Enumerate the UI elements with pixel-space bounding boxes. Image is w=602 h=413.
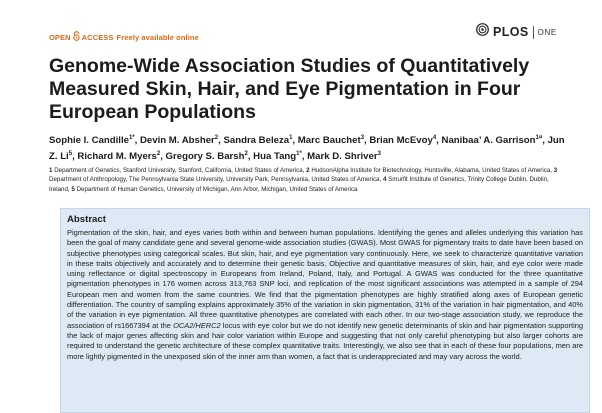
author-affiliation-marker: 1*	[296, 151, 302, 157]
author-name[interactable]: Marc Bauchet	[297, 135, 361, 146]
affiliation-text: Department of Genetics, Stanford University, Stanford, California, United States of America,	[54, 167, 305, 174]
abstract-text-part2: locus with eye color but we do not identify new genetic determinants of skin and hair pigmentation supporting the lack of major genes affecting skin and hair color variation within Europe and suggesting that not only careful phenotyping but also larger cohorts are required to understand the genetic architecture of these complex quantitative traits. Interestingly, we also see that in each of these four populations, men are more lightly pigmented in the unexposed skin of the inner arm than women, a fact that is underappreciated and may vary across the world.	[67, 320, 583, 361]
affiliation-number: 1	[49, 167, 53, 174]
author-affiliation-marker: 1*	[128, 135, 135, 141]
author-affiliation-marker: 2	[214, 135, 219, 141]
author-name[interactable]: Richard M. Myers	[77, 151, 157, 162]
affiliation-number: 4	[382, 176, 387, 184]
author-name[interactable]: Devin M. Absher	[139, 135, 215, 146]
author-name[interactable]: Gregory S. Barsh	[165, 151, 245, 162]
affiliation-number: 5	[71, 185, 75, 193]
access-label: ACCESS	[81, 32, 114, 42]
author-name[interactable]: Nanibaa’ A. Garrison	[441, 135, 536, 146]
open-access-banner[interactable]	[49, 31, 199, 43]
author-name[interactable]: Hua Tang	[253, 151, 297, 162]
affiliation-number: 2	[306, 167, 310, 174]
plos-logo-icon	[476, 23, 489, 41]
author-affiliation-marker: 2	[244, 151, 248, 157]
abstract-text-part1: Pigmentation of the skin, hair, and eyes varies both within and between human populations. Identifying the genes and alleles underlying this variation has been the goal of many candidate gene and several genome-wide association studies (GWAS). Most GWAS for pigmentary traits to date have been based on subjective phenotypes using categorical scales. But skin, hair, and eye pigmentation vary continuously. Here, we seek to characterize quantitative variation in these traits objectively and accurately and to determine their genetic basis. Objective and quantitative measures of skin, hair, and eye color were made using reflectance or digital spectroscopy in Europeans from Ireland, Poland, Italy, and Portugal. A GWAS was conducted for the three quantitative pigmentation phenotypes in 176 women across 313,763 SNP loci, and replication of the most significant associations was attempted in a sample of 294 European men and women from the same countries. We find that the pigmentation phenotypes are highly stratified along axes of European genetic differentiation. The country of sampling explains approximately 35% of the variation in skin pigmentation, 31% of the variation in hair pigmentation, and 40% of the variation in eye pigmentation. All three quantitative phenotypes are correlated with each other. In our two-stage association study, we reproduce the association of rs1667394 at the	[67, 228, 583, 330]
gene-locus: OCA2/HERC2	[173, 320, 221, 330]
author-affiliation-marker: 1	[289, 135, 293, 141]
author-affiliation-marker: 4	[432, 135, 437, 141]
author-affiliation-marker: 1¤	[535, 135, 543, 141]
author-affiliation-marker: 2	[156, 151, 161, 157]
author-name[interactable]: Mark D. Shriver	[307, 151, 378, 162]
author-name[interactable]: Brian McEvoy	[369, 135, 433, 146]
affiliation-text: HudsonAlpha Institute for Biotechnology, Huntsville, Alabama, United States of America,	[311, 167, 552, 174]
plos-one-logo[interactable]	[476, 23, 557, 41]
plos-brand-text: PLOS	[493, 25, 529, 39]
one-brand-text: ONE	[537, 27, 557, 37]
affiliation-text: Department of Anthropology, The Pennsylvania State University, University Park, Pennsylvania, United States of America,	[49, 176, 382, 184]
author-affiliation-marker: 3	[360, 135, 365, 141]
logo-divider	[533, 26, 534, 39]
author-name[interactable]: Sandra Beleza	[223, 135, 290, 146]
author-affiliation-marker: 5	[68, 151, 73, 157]
affiliation-text: Department of Human Genetics, University of Michigan, Ann Arbor, Michigan, United States of America	[76, 185, 358, 193]
author-name[interactable]: Sophie I. Candille	[49, 135, 129, 146]
author-name[interactable]: Jun Z. Li	[49, 135, 565, 162]
author-list: Sophie I. Candille$^{1*}$, Devin M. Absher$^2$, Sandra Beleza$^1$, Marc Bauchet$^3$, Brian McEvoy$^4$, Nanibaa’ A. Garrison$^{1¤}$, Jun Z. Li$^5$, Richard M. Myers$^2$, Gregory S. Barsh$^2$, Hua Tang$^{1*}$, Mark D. Shriver$^3$	[49, 135, 565, 162]
author-affiliation-marker: 3	[377, 151, 381, 157]
freely-available-label: Freely available online	[116, 32, 199, 42]
affiliation-text: Smurfit Institute of Genetics, Trinity College Dublin, Dublin, Ireland,	[49, 176, 549, 193]
affiliation-number: 3	[553, 167, 558, 174]
open-access-lock-icon	[73, 31, 80, 43]
abstract-text	[67, 228, 583, 362]
abstract-box	[60, 208, 590, 413]
affiliations	[49, 166, 569, 194]
abstract-heading: Abstract	[67, 214, 106, 225]
article-title: Genome-Wide Association Studies of Quantitatively Measured Skin, Hair, and Eye Pigmentation in Four European Populations	[49, 55, 530, 123]
open-label: OPEN	[49, 32, 71, 42]
